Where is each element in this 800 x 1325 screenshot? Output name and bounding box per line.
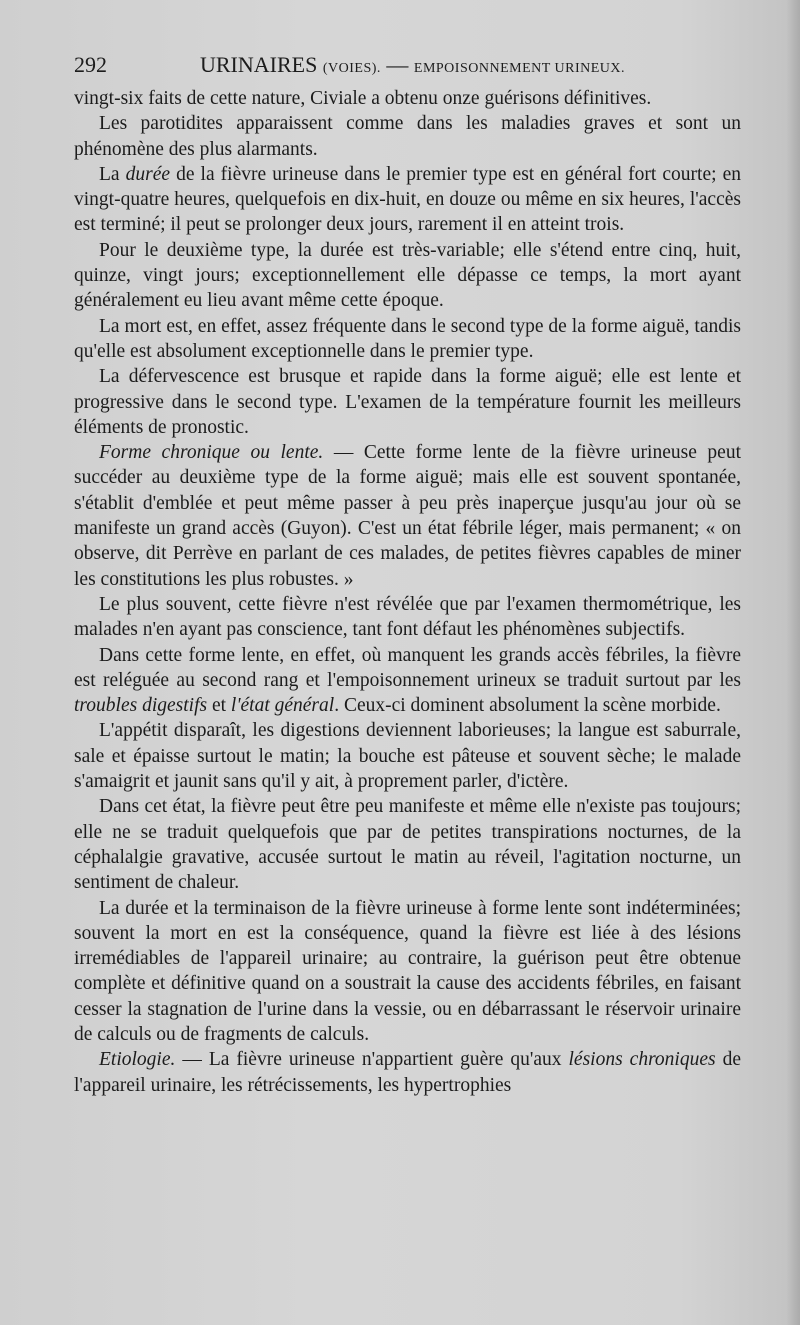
paragraph-10: L'appétit disparaît, les digestions deviennent laborieuses; la langue est saburrale, sale et épaisse surtout le matin; la bouche est pâteuse et souvent sèche; le malade s'amaigrit et jaunit sans qu'il y ait, à proprement parler, d'ictère. bbox=[74, 720, 741, 793]
paragraph-3-lead: La bbox=[99, 163, 126, 185]
paragraph-13-tail: de l'appareil urinaire, les rétrécissements, les hypertrophies bbox=[74, 1049, 741, 1096]
paragraph-3 bbox=[74, 162, 741, 238]
paragraph-13 bbox=[74, 1047, 741, 1098]
paragraph-11: Dans cet état, la fièvre peut être peu manifeste et même elle n'existe pas toujours; elle ne se traduit quelquefois que par de petites transpirations nocturnes, de la céphalalgie gravative, accusée surtout le matin au réveil, l'agitation nocturne, un sentiment de chaleur. bbox=[74, 796, 741, 894]
section-heading-forme-chronique: Forme chronique ou lente. bbox=[99, 442, 324, 464]
paragraph-4: Pour le deuxième type, la durée est très-variable; elle s'étend entre cinq, huit, quinze, vingt jours; exceptionnellement elle dépasse ce temps, la mort ayant généralement eu lieu avant même cette époque. bbox=[74, 239, 741, 312]
paragraph-8: Le plus souvent, cette fièvre n'est révélée que par l'examen thermométrique, les malades n'en ayant pas conscience, tant font défaut les phénomènes subjectifs. bbox=[74, 593, 741, 641]
paragraph-9-term-2: l'état général bbox=[230, 695, 335, 717]
body-text bbox=[74, 86, 741, 1098]
paragraph-13-term: lésions chroniques bbox=[568, 1049, 716, 1071]
section-heading-etiologie: Etiologie. bbox=[99, 1049, 176, 1071]
paragraph-3-body: de la fièvre urineuse dans le premier type est en général fort courte; en vingt-quatre heures, quelquefois en dix-huit, en douze ou même en six heures, l'accès est terminé; il peut se prolonger deux jours, rarement il en atteint trois. bbox=[74, 163, 741, 236]
paragraph-9-conj: et bbox=[207, 695, 231, 717]
paragraph-6: La défervescence est brusque et rapide dans la forme aiguë; elle est lente et progressive dans le second type. L'examen de la température fournit les meilleurs éléments de pronostic. bbox=[74, 366, 741, 438]
paragraph-3-term: durée bbox=[125, 163, 171, 185]
paragraph-9-term-1: troubles digestifs bbox=[74, 695, 208, 717]
paragraph-9 bbox=[74, 643, 741, 719]
paragraph-9-tail: . Ceux-ci dominent absolument la scène morbide. bbox=[334, 695, 721, 717]
paragraph-5: La mort est, en effet, assez fréquente dans le second type de la forme aiguë, tandis qu'elle est absolument exceptionnelle dans le premier type. bbox=[74, 315, 741, 362]
title-subtitle: EMPOISONNEMENT URINEUX. bbox=[413, 61, 626, 76]
page-edge-shadow bbox=[786, 0, 800, 1325]
title-voies: (VOIES). bbox=[322, 61, 381, 76]
paragraph-7 bbox=[74, 440, 741, 592]
title-main: URINAIRES bbox=[200, 52, 318, 77]
running-header bbox=[74, 52, 742, 82]
paragraph-13-lead: — La fièvre urineuse n'appartient guère qu'aux bbox=[175, 1049, 569, 1071]
running-title bbox=[200, 52, 625, 78]
paragraph-1: vingt-six faits de cette nature, Civiale a obtenu onze guérisons définitives. bbox=[74, 88, 652, 109]
paragraph-12: La durée et la terminaison de la fièvre urineuse à forme lente sont indéterminées; souvent la mort en est la conséquence, quand la fièvre est liée à des lésions irremédiables de l'appareil urinaire; au contraire, la guérison peut être obtenue complète et définitive quand on a soustrait la cause des accidents fébriles, en faisant cesser la stagnation de l'urine dans la vessie, ou en débarrassant le réservoir urinaire de calculs ou de fragments de calculs. bbox=[74, 897, 741, 1045]
title-dash: — bbox=[386, 52, 409, 77]
page-number: 292 bbox=[74, 52, 107, 77]
paragraph-7-body: — Cette forme lente de la fièvre urineuse peut succéder au deuxième type de la forme aiguë; mais elle est souvent spontanée, s'établit d'emblée et peut même passer à peu près inaperçue jusqu'au jour où se manifeste un grand accès (Guyon). C'est un état fébrile léger, mais permanent; « on observe, dit Perrève en parlant de ces malades, de petites fièvres capables de miner les constitutions les plus robustes. » bbox=[74, 442, 741, 590]
paragraph-2: Les parotidites apparaissent comme dans les maladies graves et sont un phénomène des plus alarmants. bbox=[74, 113, 741, 160]
paragraph-9-lead: Dans cette forme lente, en effet, où manquent les grands accès fébriles, la fièvre est reléguée au second rang et l'empoisonnement urineux se traduit surtout par les bbox=[74, 644, 741, 691]
